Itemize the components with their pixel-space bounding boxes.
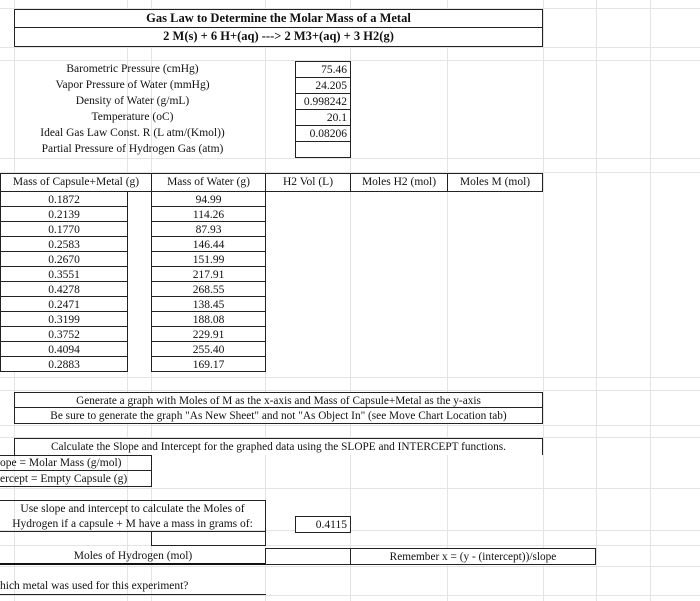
partial-pressure-value[interactable] <box>295 141 351 158</box>
mass-water-cell[interactable]: 151.99 <box>151 251 266 267</box>
mass-water-cell[interactable]: 138.45 <box>151 296 266 312</box>
moles-hydrogen-label[interactable]: Moles of Hydrogen (mol) <box>73 550 193 562</box>
gridline <box>0 488 700 489</box>
gridline <box>0 425 700 426</box>
sheet-title[interactable]: Gas Law to Determine the Molar Mass of a Metal <box>14 9 543 28</box>
intercept-label[interactable]: ercept = Empty Capsule (g) <box>0 473 128 485</box>
mass-water-cell[interactable]: 87.93 <box>151 221 266 237</box>
question-underline <box>0 594 266 595</box>
column-header[interactable]: Moles H2 (mol) <box>350 173 448 192</box>
graph-instruction[interactable]: Generate a graph with Moles of M as the x-axis and Mass of Capsule+Metal as the y-axis <box>14 392 543 409</box>
constant-label[interactable]: Ideal Gas Law Const. R (L atm/(Kmol)) <box>40 127 225 139</box>
answer-box <box>151 532 266 546</box>
mass-water-cell[interactable]: 94.99 <box>151 191 266 207</box>
metal-question[interactable]: hich metal was used for this experiment? <box>0 580 189 592</box>
constant-value[interactable]: 0.998242 <box>295 93 351 110</box>
mass-capsule-cell[interactable]: 0.2471 <box>0 296 128 312</box>
reaction-equation[interactable]: 2 M(s) + 6 H+(aq) ---> 2 M3+(aq) + 3 H2(g) <box>14 27 543 47</box>
gridline <box>0 390 700 391</box>
mass-capsule-cell[interactable]: 0.2583 <box>0 236 128 252</box>
mass-capsule-cell[interactable]: 0.3199 <box>0 311 128 327</box>
gridline <box>0 545 700 546</box>
constant-value[interactable]: 20.1 <box>295 109 351 126</box>
mass-water-cell[interactable]: 229.91 <box>151 326 266 342</box>
constant-label[interactable]: Partial Pressure of Hydrogen Gas (atm) <box>41 143 224 155</box>
mass-capsule-cell[interactable]: 0.2670 <box>0 251 128 267</box>
mass-capsule-cell[interactable]: 0.1770 <box>0 221 128 237</box>
constant-value[interactable]: 75.46 <box>295 61 351 78</box>
constant-label[interactable]: Temperature (oC) <box>91 111 174 123</box>
slope-label-box <box>0 455 152 471</box>
use-slope-text[interactable]: Use slope and intercept to calculate the Moles of <box>20 503 245 515</box>
gridline <box>0 47 700 48</box>
mass-capsule-cell[interactable]: 0.4278 <box>0 281 128 297</box>
constant-label[interactable]: Barometric Pressure (cmHg) <box>66 63 199 75</box>
mass-water-cell[interactable]: 255.40 <box>151 341 266 357</box>
mass-capsule-cell[interactable]: 0.2883 <box>0 356 128 372</box>
slope-label[interactable]: ope = Molar Mass (g/mol) <box>0 457 122 469</box>
remember-formula[interactable]: Remember x = (y - (intercept))/slope <box>350 548 596 565</box>
mass-capsule-cell[interactable]: 0.1872 <box>0 191 128 207</box>
mass-water-cell[interactable]: 217.91 <box>151 266 266 282</box>
slope-instruction[interactable]: Calculate the Slope and Intercept for the graphed data using the SLOPE and INTERCEPT functions. <box>14 438 543 455</box>
constant-value[interactable]: 0.08206 <box>295 125 351 142</box>
mass-water-cell[interactable]: 188.08 <box>151 311 266 327</box>
mass-water-cell[interactable]: 169.17 <box>151 356 266 372</box>
mass-capsule-cell[interactable]: 0.3752 <box>0 326 128 342</box>
mass-capsule-cell[interactable]: 0.2139 <box>0 206 128 222</box>
gridline <box>0 158 700 159</box>
constant-label[interactable]: Density of Water (g/mL) <box>75 95 190 107</box>
gridline <box>596 0 597 601</box>
gridline <box>650 0 651 601</box>
mass-water-cell[interactable]: 268.55 <box>151 281 266 297</box>
thick-underline <box>0 563 266 565</box>
graph-instruction-note[interactable]: Be sure to generate the graph "As New Sheet" and not "As Object In" (see Move Chart Location tab) <box>14 407 543 424</box>
mass-capsule-cell[interactable]: 0.4094 <box>0 341 128 357</box>
constant-value[interactable]: 24.205 <box>295 77 351 94</box>
gridline <box>0 566 700 567</box>
intercept-label-box <box>0 470 152 487</box>
mass-capsule-cell[interactable]: 0.3551 <box>0 266 128 282</box>
constant-label[interactable]: Vapor Pressure of Water (mmHg) <box>55 79 210 91</box>
column-header[interactable]: H2 Vol (L) <box>265 173 351 192</box>
use-slope-text[interactable]: Hydrogen if a capsule + M have a mass in grams of: <box>12 518 253 530</box>
moles-hydrogen-input[interactable] <box>265 548 351 565</box>
mass-water-cell[interactable]: 114.26 <box>151 206 266 222</box>
capsule-mass-value[interactable]: 0.4115 <box>295 516 351 533</box>
mass-water-cell[interactable]: 146.44 <box>151 236 266 252</box>
column-header[interactable]: Moles M (mol) <box>447 173 543 192</box>
data-table <box>0 173 543 378</box>
use-slope-box <box>0 500 266 532</box>
column-header[interactable]: Mass of Water (g) <box>151 173 266 192</box>
column-header[interactable]: Mass of Capsule+Metal (g) <box>0 173 152 192</box>
gridline <box>543 0 544 601</box>
